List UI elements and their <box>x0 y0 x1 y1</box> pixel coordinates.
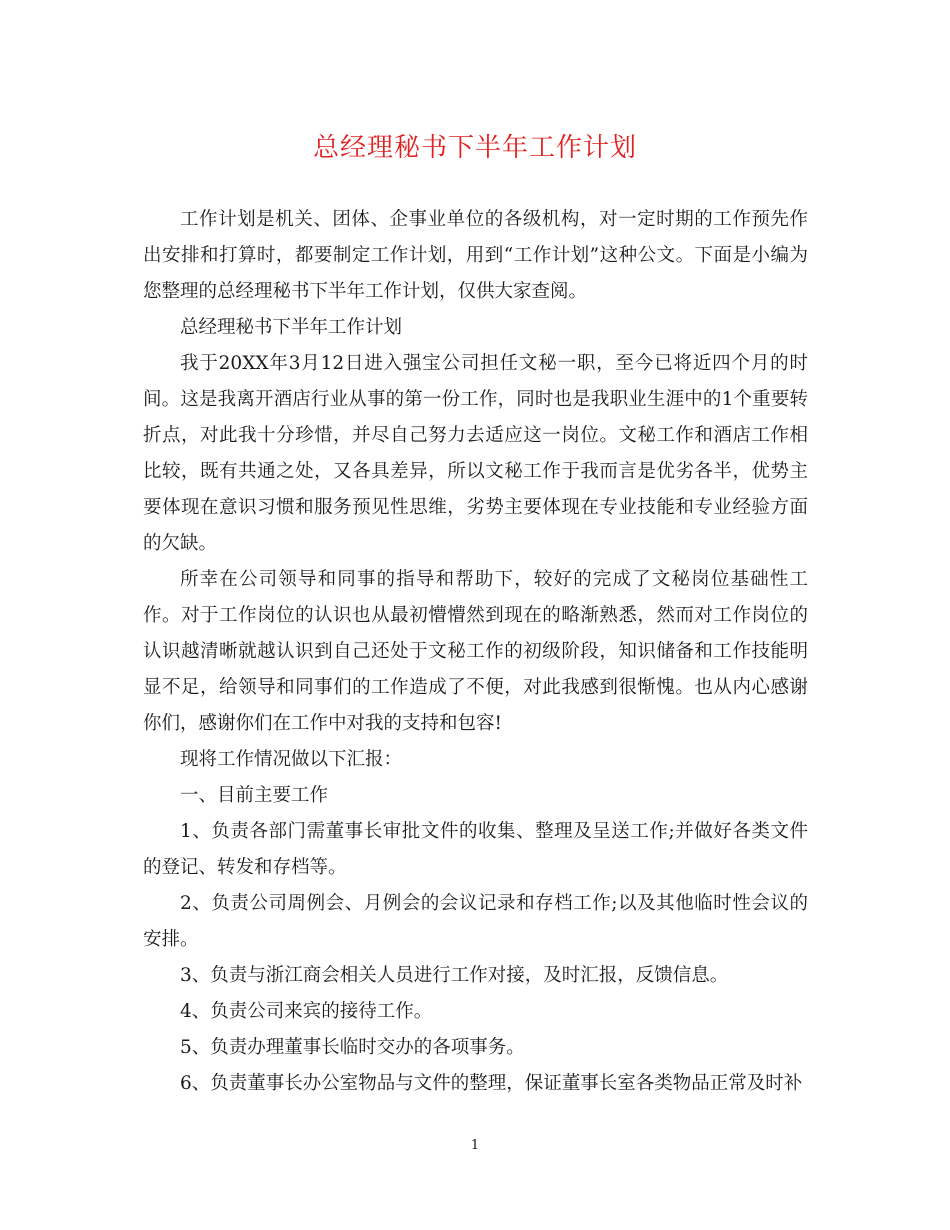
list-item: 3、负责与浙江商会相关人员进行工作对接，及时汇报，反馈信息。 <box>180 965 729 986</box>
report-intro: 现将工作情况做以下汇报： <box>180 749 403 770</box>
list-item: 2、负责公司周例会、月例会的会议记录和存档工作;以及其他临时性会议的安排。 <box>143 893 808 950</box>
page-number: 1 <box>470 1138 480 1153</box>
section-heading: 总经理秘书下半年工作计划 <box>180 317 403 338</box>
list-item: 6、负责董事长办公室物品与文件的整理，保证董事长室各类物品正常及时补 <box>180 1073 803 1094</box>
subsection-heading: 一、目前主要工作 <box>180 785 329 806</box>
list-item: 4、负责公司来宾的接待工作。 <box>180 1001 433 1022</box>
intro-paragraph: 工作计划是机关、团体、企事业单位的各级机构，对一定时期的工作预先作出安排和打算时，都要制定工作计划，用到“工作计划”这种公文。下面是小编为您整理的总经理秘书下半年工作计划，仅供大家查阅。 <box>143 209 808 302</box>
body-paragraph: 所幸在公司领导和同事的指导和帮助下，较好的完成了文秘岗位基础性工作。对于工作岗位的认识也从最初懵懵然到现在的略渐熟悉，然而对工作岗位的认识越清晰就越认识到自己还处于文秘工作的初级阶段，知识储备和工作技能明显不足，给领导和同事们的工作造成了不便，对此我感到很惭愧。也从内心感谢你们，感谢你们在工作中对我的支持和包容! <box>143 569 808 734</box>
body-paragraph: 我于20XX年3月12日进入强宝公司担任文秘一职，至今已将近四个月的时间。这是我离开酒店行业从事的第一份工作，同时也是我职业生涯中的1个重要转折点，对此我十分珍惜，并尽自己努力去适应这一岗位。文秘工作和酒店工作相比较，既有共通之处，又各具差异，所以文秘工作于我而言是优劣各半，优势主要体现在意识习惯和服务预见性思维，劣势主要体现在专业技能和专业经验方面的欠缺。 <box>143 353 808 554</box>
document-title: 总经理秘书下半年工作计划 <box>312 133 637 163</box>
list-item: 1、负责各部门需董事长审批文件的收集、整理及呈送工作;并做好各类文件的登记、转发和存档等。 <box>143 821 808 878</box>
document-body <box>143 202 808 1102</box>
list-item: 5、负责办理董事长临时交办的各项事务。 <box>180 1037 525 1058</box>
